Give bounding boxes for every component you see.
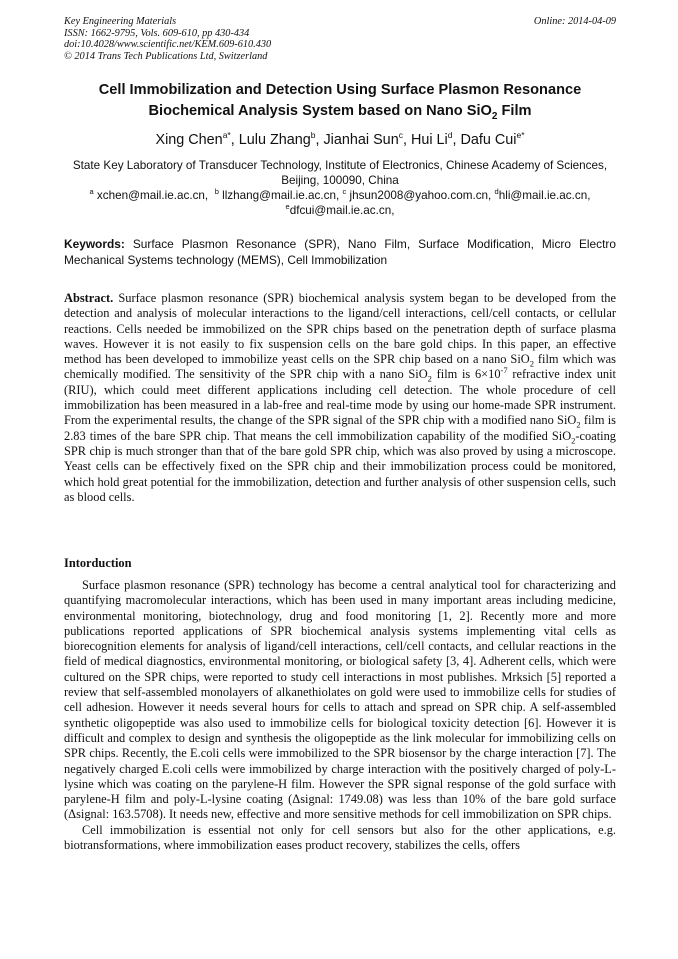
- author: Jianhai Sun$^c$,: [323, 130, 411, 148]
- introduction-body: [64, 578, 616, 853]
- email[interactable]: $^c$ jhsun2008@yahoo.com.cn,: [342, 187, 492, 202]
- abstract-label: Abstract.: [64, 291, 114, 305]
- online-date: Online: 2014-04-09: [533, 16, 616, 27]
- keywords-label: Keywords:: [64, 237, 125, 251]
- title-line-1: Cell Immobilization and Detection Using Surface Plasmon Resonance: [98, 82, 582, 98]
- author: Dafu Cui$^{e*}$: [460, 130, 525, 148]
- author: Hui Li$^d$,: [410, 130, 461, 148]
- journal-name: Key Engineering Materials: [64, 16, 177, 27]
- journal-header: [64, 16, 616, 62]
- author: Xing Chen$^{a*}$,: [155, 130, 239, 148]
- paper-title: [64, 80, 616, 127]
- doi-line: doi:10.4028/www.scientific.net/KEM.609-610.430: [64, 39, 272, 51]
- copyright-line: © 2014 Trans Tech Publications Ltd, Switzerland: [64, 50, 268, 62]
- author: Lulu Zhang$^b$,: [238, 130, 324, 148]
- email[interactable]: $^b$ llzhang@mail.ie.ac.cn,: [214, 187, 340, 202]
- affiliation: State Key Laboratory of Transducer Technology, Institute of Electronics, Chinese Academy of Sciences, Beijing, 100090, China: [72, 159, 608, 187]
- email-list: [64, 188, 616, 218]
- title-line-2: Biochemical Analysis System based on Nano SiO$_2$ Film: [148, 103, 532, 122]
- email[interactable]: $^d$hli@mail.ie.ac.cn,: [494, 187, 591, 202]
- issn-line: ISSN: 1662-9795, Vols. 609-610, pp 430-434: [64, 27, 250, 39]
- keywords: [64, 237, 616, 268]
- keywords-text: Surface Plasmon Resonance (SPR), Nano Film, Surface Modification, Micro Electro Mechanical Systems technology (MEMS), Cell Immobilization: [64, 237, 616, 267]
- affiliation-block: [64, 158, 616, 218]
- abstract: Abstract. Surface plasmon resonance (SPR) biochemical analysis system began to be developed from the detection and analysis of molecular interactions to the ligand/cell interactions, cell/cell contacts, or cellular reactions. Cells needed be immobilized on the SPR chips based on the penetration depth of surface plasma waves. However it is not easily to fix suspension cells on the bare gold chips. In this paper, an effective method has been developed to immobilize yeast cells on the SPR chip based on a nano SiO$_2$ film which was chemically modified. The sensitivity of the SPR chip with a nano SiO$_2$ film is $6\times 10^{-7}$ refractive index unit (RIU), which could meet different applications including cell detection. The whole procedure of cell immobilization has been measured in a lab-free and real-time mode by using our home-made SPR instrument. From the experimental results, the change of the SPR signal of the SPR chip with a modified nano SiO$_2$ film is 2.83 times of the bare SPR chip. That means the cell immobilization capability of the modified SiO$_2$-coating SPR chip is much stronger than that of the bare gold SPR chip, which was also proved by using a microscope. Yeast cells can be effectively fixed on the SPR chip and their immobilization process could be monitored, which hold great potential for the immobilization, detection and further analysis of other suspension cells, such as blood cells.: [64, 291, 617, 504]
- paragraph: Surface plasmon resonance (SPR) technology has become a central analytical tool for characterizing and quantifying macromolecular interactions, which has been used in many important areas including medicine, environmental monitoring, biotechnology, drug and food monitoring [1, 2]. Recently more and more publications reported applications of SPR biochemical analysis systems implementing vital cells as biorecognition elements for analysis of ligand/cell interactions, cell/cell contacts, and cellular reactions in the field of medical diagnostics, environmental monitoring, or biological safety [3, 4]. Adherent cells, which were cultured on the SPR chips, were reported to study cell interactions in most publishes. Mrksich [5] reported a review that self-assembled monolayers of alkanethiolates on gold were used to immobilize cells for studies of cell adhesion. However it needs several hours for cells to attach and spread on SPR chip. A self-assembled synthetic oligopeptide was also used to immobilize cells for biological toxicity detection [6]. However it is difficult and complex to design and synthesis the oligopeptide as the link molecular for immobilizing cells on SPR chips. Recently, the E.coli cells were immobilized to the SPR biosensor by the charge interaction [7]. The negatively charged E.coli cells were immobilized by charge interaction with the positively charged of poly-L-lysine which was coating on the parylene-H film. However the SPR signal response of the gold surface with parylene-H film and poly-L-lysine coating (Δsignal: 1749.08) was less than 10% of the bare gold surface (Δsignal: 163.5708). It needs new, effective and more sensitive methods for cell immobilization on SPR chips.: [64, 578, 616, 822]
- author-list: [64, 130, 616, 150]
- email[interactable]: $^e$dfcui@mail.ie.ac.cn,: [285, 202, 395, 217]
- email[interactable]: $^a$ xchen@mail.ie.ac.cn,: [89, 187, 209, 202]
- paragraph: Cell immobilization is essential not only for cell sensors but also for the other applications, e.g. biotransformations, where immobilization eases product recovery, stabilizes the cells, offers: [64, 822, 616, 853]
- section-heading: Intorduction: [64, 556, 132, 570]
